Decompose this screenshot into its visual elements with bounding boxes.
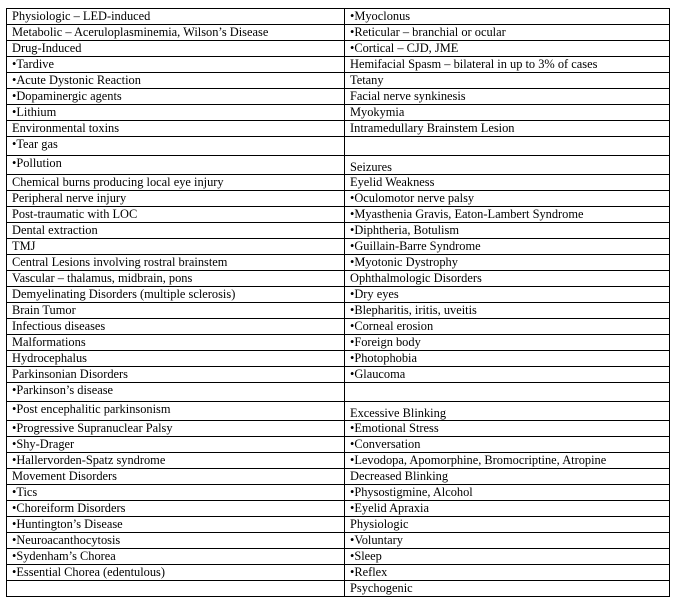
table-cell-left: •Pollution [7,156,345,175]
table-cell-left: Peripheral nerve injury [7,191,345,207]
table-cell-right: •Dry eyes [345,287,670,303]
table-row [7,255,670,271]
table-cell-left: •Huntington’s Disease [7,517,345,533]
table-cell-right: Ophthalmologic Disorders [345,271,670,287]
table-cell-right [345,137,670,156]
table-row [7,485,670,501]
table-cell-left: Post-traumatic with LOC [7,207,345,223]
table-body [7,9,670,597]
table-cell-left: Dental extraction [7,223,345,239]
table-row [7,9,670,25]
table-cell-left: •Shy-Drager [7,437,345,453]
table-cell-left [7,581,345,597]
table-cell-right: •Conversation [345,437,670,453]
table-cell-right: Eyelid Weakness [345,175,670,191]
table-row [7,175,670,191]
table-cell-left: Drug-Induced [7,41,345,57]
table-cell-right: •Glaucoma [345,367,670,383]
table-row [7,437,670,453]
table-row [7,89,670,105]
table-cell-right: Tetany [345,73,670,89]
table-cell-right: Intramedullary Brainstem Lesion [345,121,670,137]
table-cell-left: Chemical burns producing local eye injury [7,175,345,191]
table-cell-right: •Eyelid Apraxia [345,501,670,517]
table-cell-right: •Myasthenia Gravis, Eaton-Lambert Syndrome [345,207,670,223]
table-cell-left: •Dopaminergic agents [7,89,345,105]
table-row [7,402,670,421]
table-row [7,517,670,533]
table-cell-right: Excessive Blinking [345,402,670,421]
table-cell-right: •Oculomotor nerve palsy [345,191,670,207]
table-cell-left: •Tics [7,485,345,501]
table-cell-right: •Photophobia [345,351,670,367]
table-cell-right: Myokymia [345,105,670,121]
table-row [7,25,670,41]
table-cell-left: Physiologic – LED-induced [7,9,345,25]
table-row [7,319,670,335]
table-cell-right: •Diphtheria, Botulism [345,223,670,239]
table-cell-right: •Guillain-Barre Syndrome [345,239,670,255]
table-cell-left: •Tardive [7,57,345,73]
table-cell-left: Central Lesions involving rostral brainstem [7,255,345,271]
table-cell-left: •Lithium [7,105,345,121]
table-row [7,469,670,485]
table-row [7,287,670,303]
table-row [7,105,670,121]
table-row [7,549,670,565]
causes-table [6,8,670,597]
table-cell-left: •Post encephalitic parkinsonism [7,402,345,421]
table-row [7,421,670,437]
table-cell-right: •Physostigmine, Alcohol [345,485,670,501]
table-row [7,156,670,175]
table-row [7,223,670,239]
table-row [7,533,670,549]
table-cell-right: •Reflex [345,565,670,581]
table-cell-right: •Myotonic Dystrophy [345,255,670,271]
table-row [7,367,670,383]
table-cell-left: Malformations [7,335,345,351]
table-cell-right: •Foreign body [345,335,670,351]
table-cell-left: •Parkinson’s disease [7,383,345,402]
table-cell-left: •Essential Chorea (edentulous) [7,565,345,581]
table-cell-left: Metabolic – Aceruloplasminemia, Wilson’s Disease [7,25,345,41]
table-row [7,121,670,137]
table-cell-left: TMJ [7,239,345,255]
table-cell-right: •Myoclonus [345,9,670,25]
table-cell-left: Environmental toxins [7,121,345,137]
table-cell-left: •Hallervorden-Spatz syndrome [7,453,345,469]
table-row [7,191,670,207]
table-row [7,207,670,223]
table-row [7,303,670,319]
table-cell-right: Seizures [345,156,670,175]
table-row [7,351,670,367]
table-cell-right: •Cortical – CJD, JME [345,41,670,57]
table-cell-right: Physiologic [345,517,670,533]
table-cell-left: Brain Tumor [7,303,345,319]
table-row [7,581,670,597]
table-cell-right: •Reticular – branchial or ocular [345,25,670,41]
table-cell-left: •Choreiform Disorders [7,501,345,517]
table-row [7,57,670,73]
table-cell-right: •Corneal erosion [345,319,670,335]
table-row [7,239,670,255]
table-cell-left: Demyelinating Disorders (multiple sclerosis) [7,287,345,303]
table-cell-right: •Emotional Stress [345,421,670,437]
table-cell-right: Hemifacial Spasm – bilateral in up to 3% of cases [345,57,670,73]
table-cell-left: •Progressive Supranuclear Palsy [7,421,345,437]
table-cell-right: •Blepharitis, iritis, uveitis [345,303,670,319]
table-cell-left: Infectious diseases [7,319,345,335]
table-row [7,41,670,57]
table-cell-right [345,383,670,402]
table-cell-right: Facial nerve synkinesis [345,89,670,105]
table-cell-left: Parkinsonian Disorders [7,367,345,383]
table-cell-left: •Tear gas [7,137,345,156]
table-cell-left: Vascular – thalamus, midbrain, pons [7,271,345,287]
table-cell-left: Movement Disorders [7,469,345,485]
table-cell-right: Psychogenic [345,581,670,597]
table-cell-left: Hydrocephalus [7,351,345,367]
table-cell-right: •Levodopa, Apomorphine, Bromocriptine, Atropine [345,453,670,469]
table-row [7,137,670,156]
table-row [7,501,670,517]
table-cell-right: •Voluntary [345,533,670,549]
table-cell-right: •Sleep [345,549,670,565]
table-row [7,565,670,581]
table-row [7,383,670,402]
table-cell-right: Decreased Blinking [345,469,670,485]
table-cell-left: •Acute Dystonic Reaction [7,73,345,89]
table-row [7,271,670,287]
table-cell-left: •Sydenham’s Chorea [7,549,345,565]
table-row [7,73,670,89]
table-row [7,335,670,351]
table-cell-left: •Neuroacanthocytosis [7,533,345,549]
table-row [7,453,670,469]
